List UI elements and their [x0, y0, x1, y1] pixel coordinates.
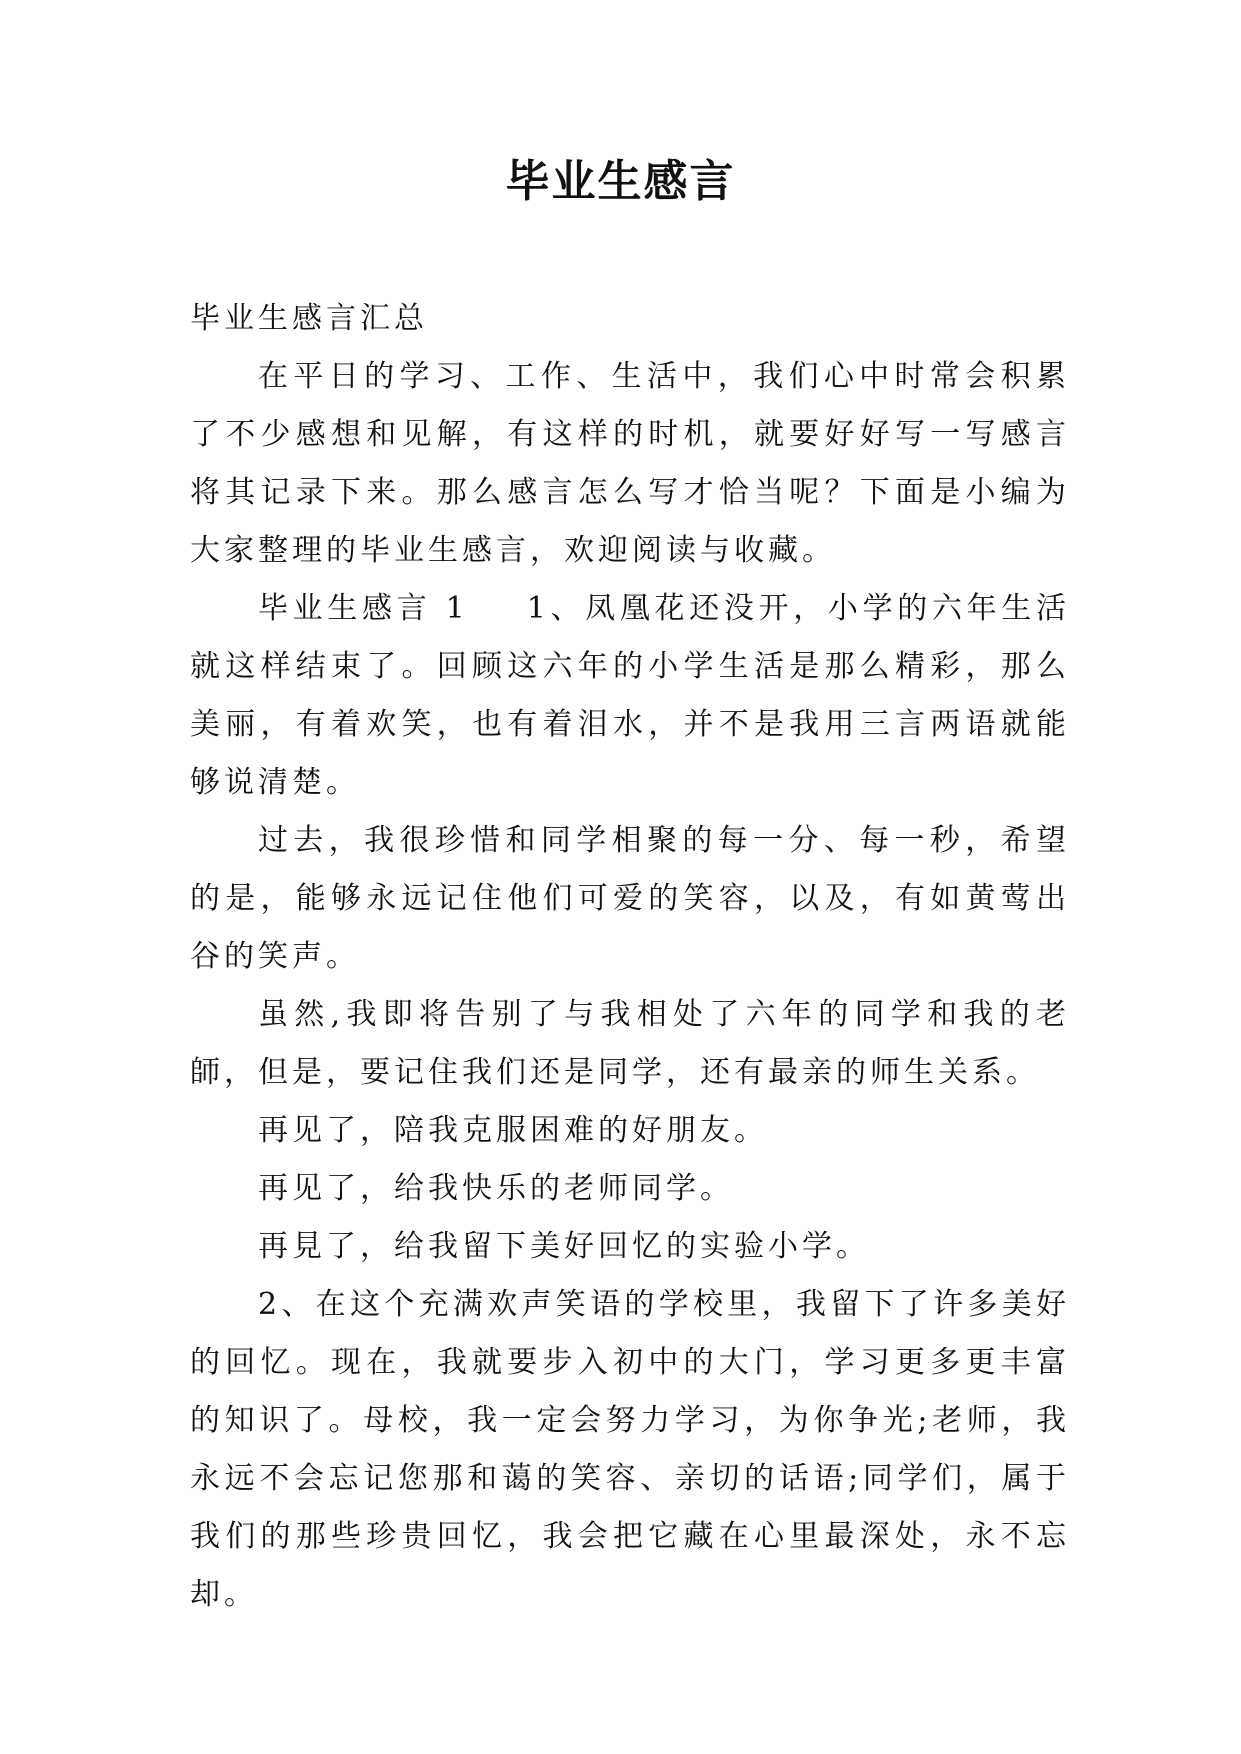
section1-first-paragraph [190, 580, 1070, 812]
section1-heading: 毕业生感言 1 [258, 591, 469, 626]
section1-paragraph-1: 1、凤凰花还没开，小学的六年生活就这样结束了。回顾这六年的小学生活是那么精彩，那么美丽，有着欢笑，也有着泪水，并不是我用三言两语就能够说清楚。 [190, 591, 1071, 800]
section1-paragraph-3: 虽然,我即将告别了与我相处了六年的同学和我的老師，但是，要记住我们还是同学，还有最亲的师生关系。 [190, 997, 1070, 1090]
intro-paragraph: 在平日的学习、工作、生活中，我们心中时常会积累了不少感想和见解，有这样的时机，就要好好写一写感言将其记录下来。那么感言怎么写才恰当呢？下面是小编为大家整理的毕业生感言，欢迎阅读与收藏。 [190, 359, 1070, 568]
section1-paragraph-2: 过去，我很珍惜和同学相聚的每一分、每一秒，希望的是，能够永远记住他们可爱的笑容，以及，有如黄莺出谷的笑声。 [190, 823, 1070, 974]
document-title: 毕业生感言 [505, 156, 736, 207]
document-body [190, 290, 1070, 1624]
subtitle: 毕业生感言汇总 [190, 301, 428, 336]
section1-paragraph-7: 2、在这个充满欢声笑语的学校里，我留下了许多美好的回忆。现在，我就要步入初中的大门，学习更多更丰富的知识了。母校，我一定会努力学习，为你争光;老师，我永远不会忘记您那和蔼的笑容、亲切的话语;同学们，属于我们的那些珍贵回忆，我会把它藏在心里最深处，永不忘却。 [190, 1287, 1070, 1612]
section1-paragraph-6: 再見了，给我留下美好回忆的实验小学。 [258, 1229, 870, 1264]
section1-paragraph-4: 再见了，陪我克服困难的好朋友。 [258, 1113, 768, 1148]
section1-paragraph-5: 再见了，给我快乐的老师同学。 [258, 1171, 734, 1206]
